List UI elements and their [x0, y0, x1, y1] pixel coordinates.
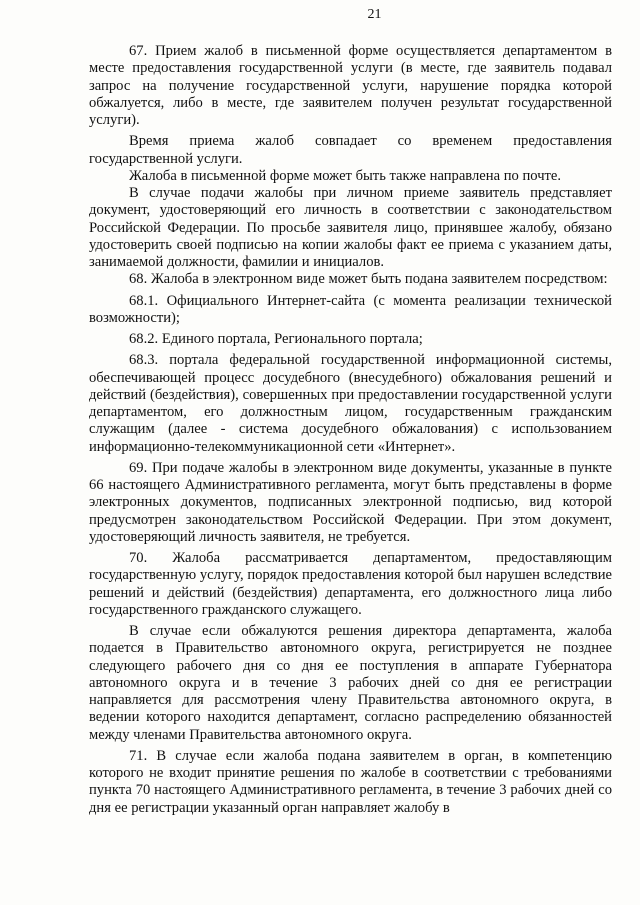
paragraph-68-3: 68.3. портала федеральной государственной информационной системы, обеспечивающей процесс досудебного (внесудебного) обжалования решений и действий (бездействия), совершенных при предоставлении государственной услуги департаментом, его должностным лицом, государственным гражданским служащим (далее - система досудебного обжалования) с использованием информационно-телекоммуникационной сети «Интернет». [89, 352, 612, 455]
paragraph-mail: Жалоба в письменной форме может быть также направлена по почте. [129, 167, 562, 184]
page-number: 21 [367, 7, 382, 22]
paragraph-71: 71. В случае если жалоба подана заявителем в орган, в компетенцию которого не входит принятие решения по жалобе в соответствии с требованиями пункта 70 настоящего Административного регламента, в течение 3 рабочих дней со дня ее регистрации указанный орган направляет жалобу в [89, 747, 612, 816]
paragraph-67: 67. Прием жалоб в письменной форме осуществляется департаментом в месте предоставления государственной услуги (в месте, где заявитель подавал запрос на получение государственной услуги, нарушение порядка которой обжалуется, либо в месте, где заявителем получен результат государственной услуги). [89, 43, 612, 128]
paragraph-68: 68. Жалоба в электронном виде может быть подана заявителем посредством: [129, 271, 608, 288]
paragraph-director-decisions: В случае если обжалуются решения директора департамента, жалоба подается в Правительство автономного округа, регистрируется не позднее следующего рабочего дня со дня ее поступления в аппарате Губернатора автономного округа и в течение 3 рабочих дней со дня ее регистрации направляется для рассмотрения члену Правительства автономного округа, в ведении которого находится департамент, согласно распределению обязанностей между членами Правительства автономного округа. [89, 623, 612, 743]
paragraph-reception-time: Время приема жалоб совпадает со временем предоставления государственной услуги. [89, 133, 612, 167]
paragraph-69: 69. При подаче жалобы в электронном виде документы, указанные в пункте 66 настоящего Административного регламента, могут быть представлены в форме электронных документов, подписанных электронной подписью, вид которой предусмотрен законодательством Российской Федерации. При этом документ, удостоверяющий личность заявителя, не требуется. [89, 459, 612, 545]
paragraph-personal-reception: В случае подачи жалобы при личном приеме заявитель представляет документ, удостоверяющий его личность в соответствии с законодательством Российской Федерации. По просьбе заявителя лицо, принявшее жалобу, обязано удостоверить своей подписью на копии жалобы факт ее приема с указанием даты, занимаемой должности, фамилии и инициалов. [89, 185, 612, 270]
paragraph-68-2: 68.2. Единого портала, Регионального портала; [129, 331, 423, 347]
paragraph-70: 70. Жалоба рассматривается департаментом, предоставляющим государственную услугу, порядок предоставления которой был нарушен вследствие решений и действий (бездействия) департамента, его должностного лица либо государственного гражданского служащего. [89, 550, 612, 618]
paragraph-68-1: 68.1. Официального Интернет-сайта (с момента реализации технической возможности); [89, 292, 612, 326]
